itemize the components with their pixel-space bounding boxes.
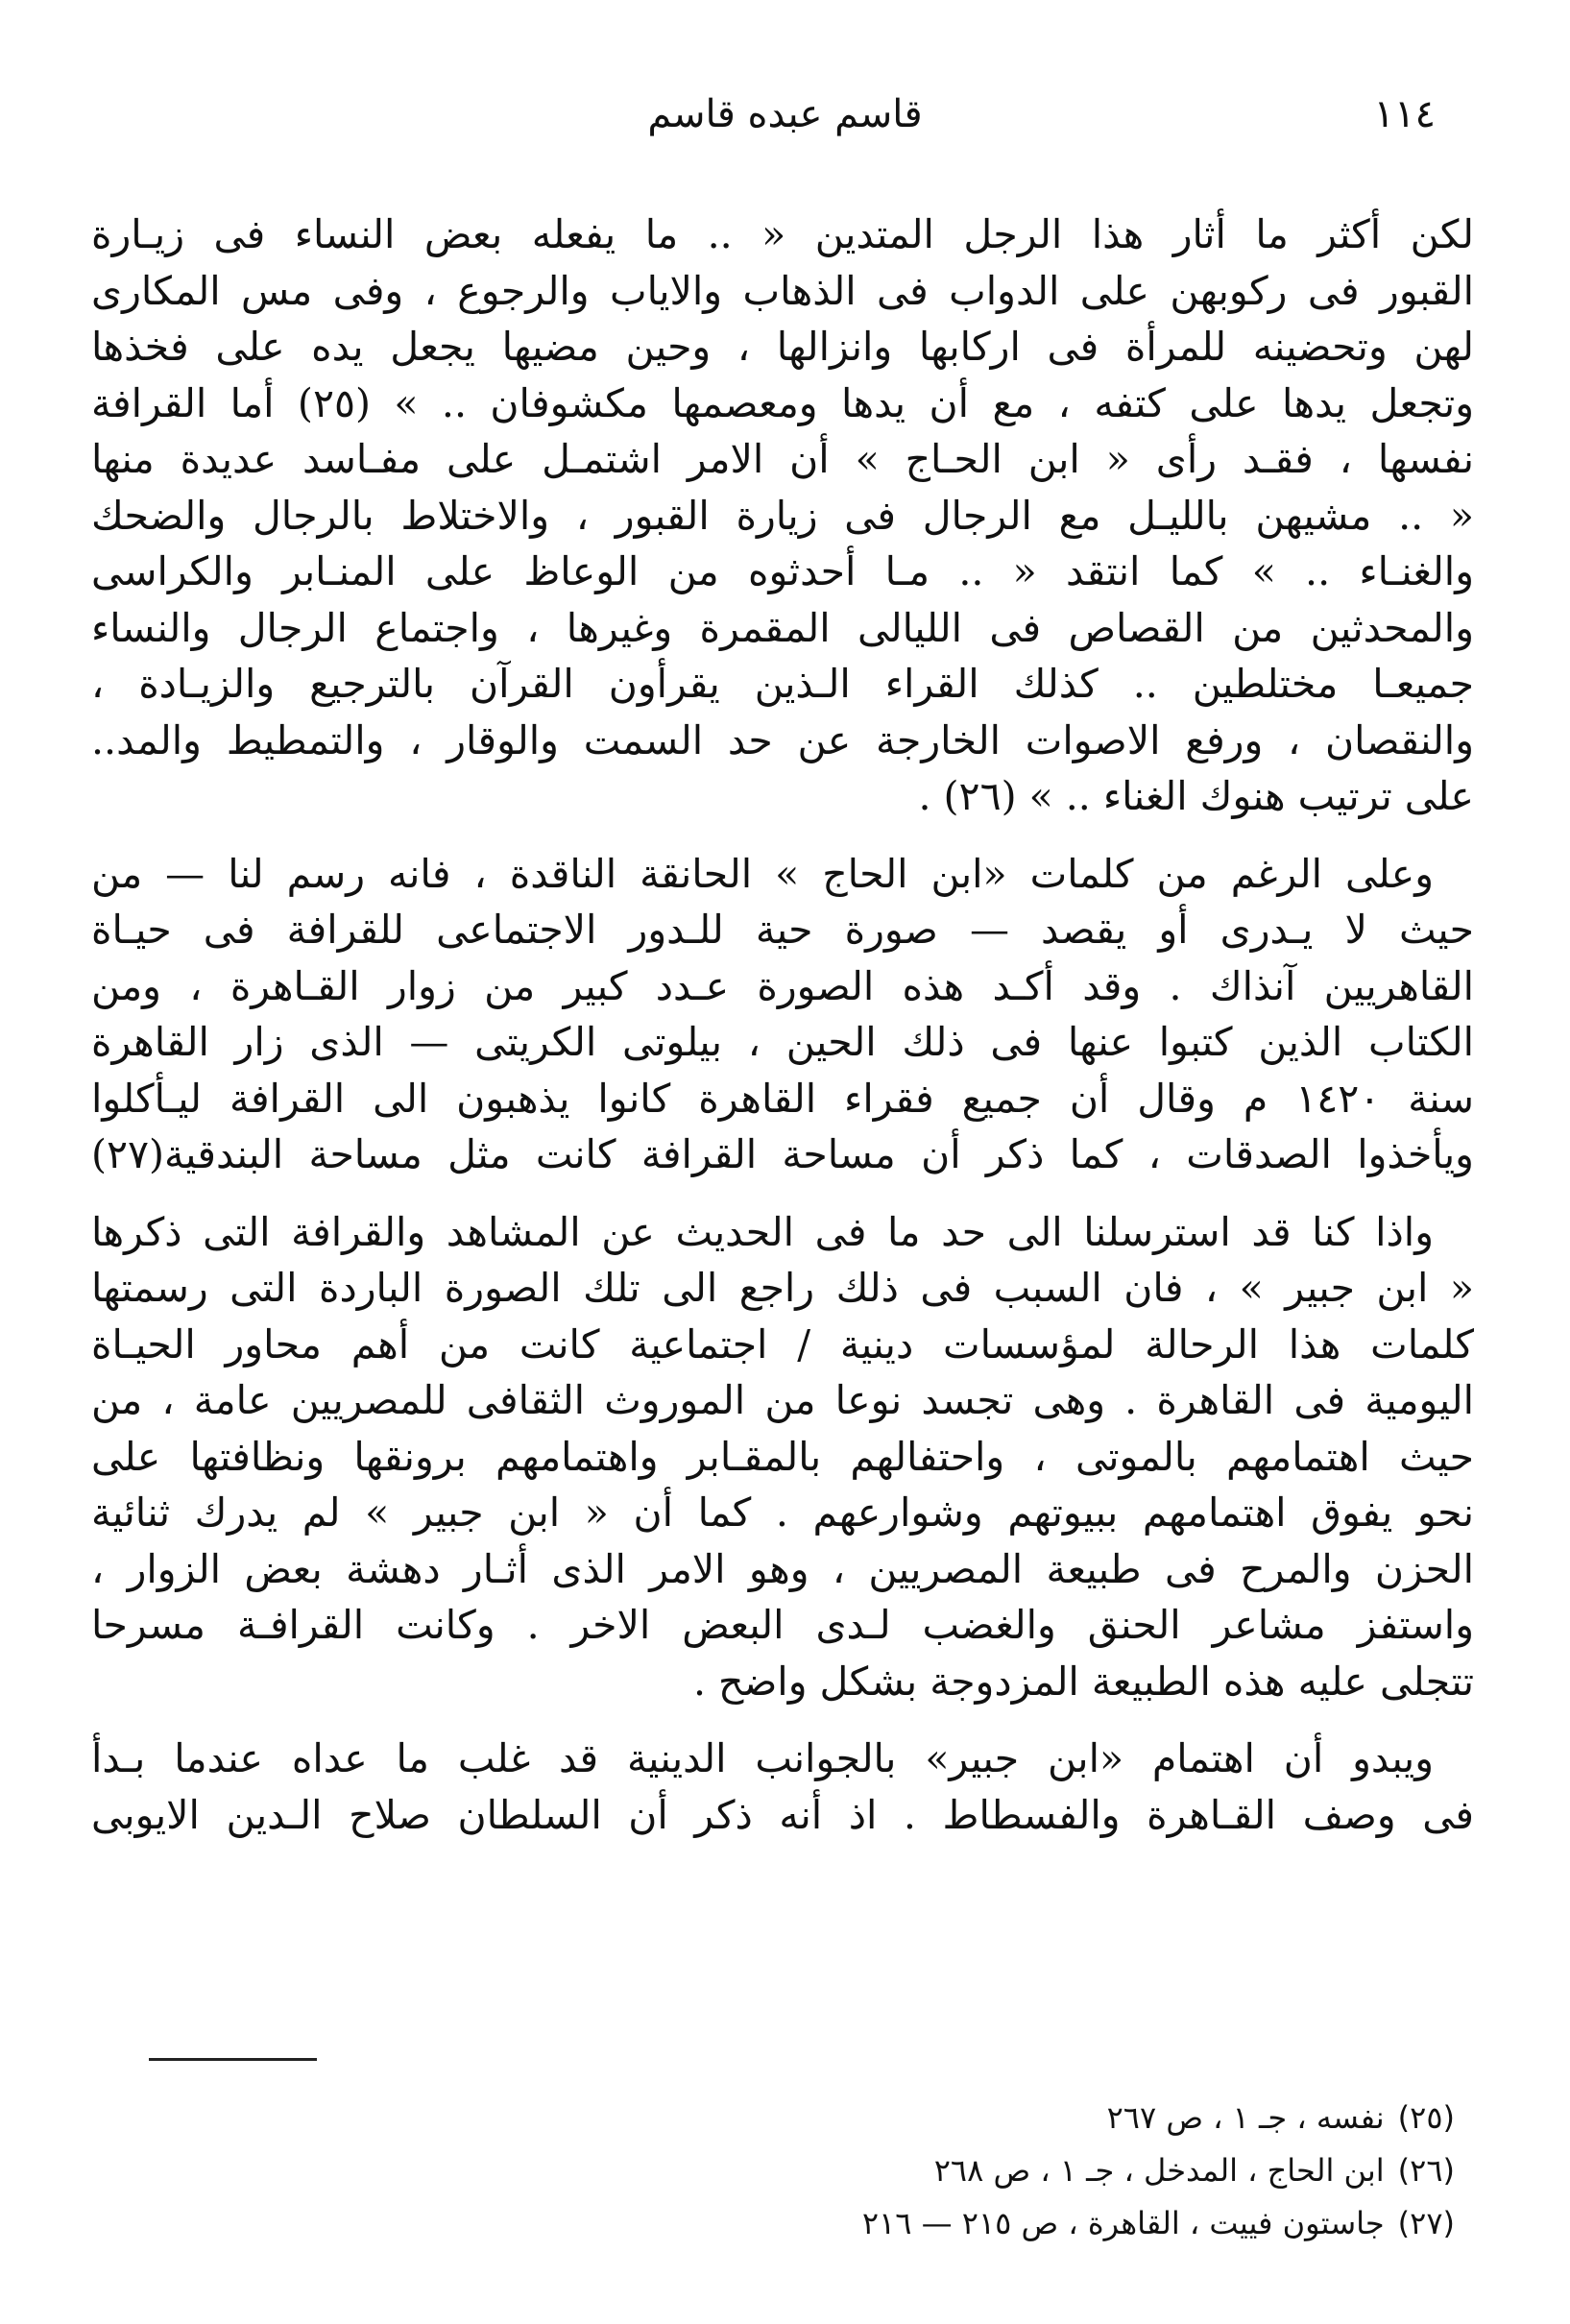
text-line: سنة ١٤٢٠ م وقال أن جميع فقراء القاهرة كانوا يذهبون الى القرافة ليـأكلوا — [91, 1075, 1474, 1122]
text-line: تتجلى عليه هذه الطبيعة المزدوجة بشكل واضح . — [692, 1658, 1474, 1705]
page-number: ١١٤ — [1373, 92, 1436, 136]
text-line: لهن وتحضينه للمرأة فى اركابها وانزالها ، وحين مضيها يجعل يده على فخذها — [91, 324, 1474, 370]
text-line: « ابن جبير » ، فان السبب فى ذلك راجع الى تلك الصورة الباردة التى رسمتها — [91, 1265, 1474, 1311]
text-line: نفسها ، فقـد رأى « ابن الحـاج » أن الامر اشتمـل على مفـاسد عديدة منها — [91, 436, 1474, 482]
text-line: والغنـاء .. » كما انتقد « .. مـا أحدثوه من الوعاظ على المنـابر والكراسى — [91, 548, 1474, 594]
footnote-25 — [288, 2092, 1455, 2144]
text-line: القبور فى ركوبهن على الدواب فى الذهاب والاياب والرجوع ، وفى مس المكارى — [91, 267, 1474, 314]
text-line: فى وصف القـاهرة والفسطاط . اذ أنه ذكر أن السلطان صلاح الـدين الايوبى — [91, 1791, 1474, 1838]
text-line: وعلى الرغم من كلمات «ابن الحاج » الحانقة الناقدة ، فانه رسم لنا — من — [91, 850, 1434, 897]
footnote-number: (٢٦) — [1397, 2152, 1455, 2189]
paragraph-3 — [91, 1204, 1474, 1710]
footnote-text: ابن الحاج ، المدخل ، جـ ١ ، ص ٢٦٨ — [933, 2152, 1385, 2189]
text-line: نحو يفوق اهتمامهم ببيوتهم وشوارعهم . كما أن « ابن جبير » لم يدرك ثنائية — [91, 1489, 1474, 1536]
paragraph-2 — [91, 846, 1474, 1183]
body-text — [91, 206, 1474, 1864]
text-line: الحزن والمرح فى طبيعة المصريين ، وهو الامر الذى أثـار دهشة بعض الزوار ، — [91, 1545, 1474, 1592]
text-line: والمحدثين من القصاص فى الليالى المقمرة وغيرها ، واجتماع الرجال والنساء — [91, 604, 1474, 651]
text-line: حيث لا يـدرى أو يقصد — صورة حية للـدور الاجتماعى للقرافة فى حيـاة — [91, 907, 1474, 953]
footnote-number: (٢٧) — [1397, 2205, 1455, 2241]
text-line: كلمات هذا الرحالة لمؤسسات دينية / اجتماعية كانت من أهم محاور الحيـاة — [91, 1320, 1474, 1368]
text-line: « .. مشيهن بالليـل مع الرجال فى زيارة القبور ، والاختلاط بالرجال والضحك — [91, 492, 1474, 539]
author-running-title: قاسم عبده قاسم — [647, 92, 923, 136]
paragraph-4 — [91, 1731, 1474, 1843]
footnote-number: (٢٥) — [1397, 2099, 1455, 2136]
text-line: على ترتيب هنوك الغناء .. » (٢٦) . — [918, 773, 1474, 819]
text-line: واستفز مشاعر الحنق والغضب لـدى البعض الاخر . وكانت القرافـة مسرحا — [91, 1602, 1474, 1648]
text-line: الكتاب الذين كتبوا عنها فى ذلك الحين ، بيلوتى الكريتى — الذى زار القاهرة — [91, 1019, 1474, 1065]
text-line: اليومية فى القاهرة . وهى تجسد نوعا من الموروث الثقافى للمصريين عامة ، من — [91, 1377, 1474, 1423]
text-line: وتجعل يدها على كتفه ، مع أن يدها ومعصمها مكشوفان .. » (٢٥) أما القرافة — [91, 379, 1474, 426]
paragraph-1 — [91, 206, 1474, 825]
text-line: القاهريين آنذاك . وقد أكـد هذه الصورة عـدد كبير من زوار القـاهرة ، ومن — [91, 962, 1474, 1009]
footnote-26 — [288, 2144, 1455, 2197]
footnote-text: جاستون فييت ، القاهرة ، ص ٢١٥ — ٢١٦ — [861, 2205, 1385, 2241]
text-line: ويبدو أن اهتمام «ابن جبير» بالجوانب الدينية قد غلب ما عداه عندما بـدأ — [91, 1735, 1434, 1781]
text-line: والنقصان ، ورفع الاصوات الخارجة عن حد السمت والوقار ، والتمطيط والمد.. — [91, 716, 1474, 763]
text-line: واذا كنا قد استرسلنا الى حد ما فى الحديث عن المشاهد والقرافة التى ذكرها — [91, 1208, 1434, 1255]
text-line: لكن أكثر ما أثار هذا الرجل المتدين « .. ما يفعله بعض النساء فى زيـارة — [91, 211, 1474, 257]
text-line: حيث اهتمامهم بالموتى ، واحتفالهم بالمقـابر واهتمامهم برونقها ونظافتها على — [91, 1433, 1474, 1480]
running-header — [134, 92, 1436, 150]
footnote-separator — [149, 2058, 317, 2061]
footnote-27 — [288, 2197, 1455, 2250]
footnote-text: نفسه ، جـ ١ ، ص ٢٦٧ — [1106, 2099, 1385, 2136]
footnotes — [288, 2092, 1455, 2250]
text-line: ويأخذوا الصدقات ، كما ذكر أن مساحة القرافة كانت مثل مساحة البندقية(٢٧) — [91, 1131, 1474, 1177]
text-line: جميعـا مختلطين .. كذلك القراء الـذين يقرأون القرآن بالترجيع والزيـادة ، — [91, 661, 1474, 707]
